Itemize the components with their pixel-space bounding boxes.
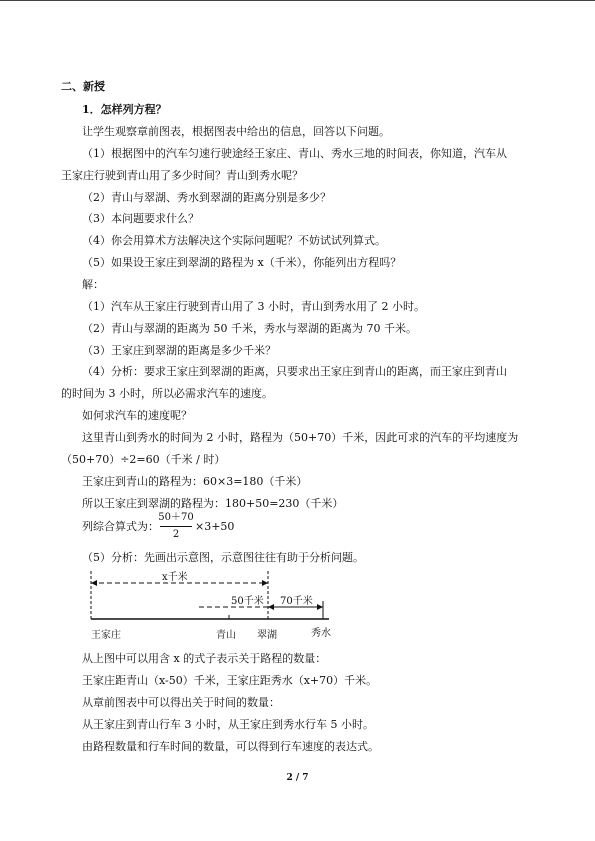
answer-4-line-1: （4）分析：要求王家庄到翠湖的距离，只要求出王家庄到青山的距离，而王家庄到青山 (82, 365, 507, 378)
speed-explanation-line-2: （50+70）÷2=60（千米 / 时） (61, 453, 226, 466)
solution-label: 解： (82, 278, 104, 291)
answer-1: （1）汽车从王家庄行驶到青山用了 3 小时，青山到秀水用了 2 小时。 (82, 300, 425, 313)
question-1-line-2: 王家庄行驶到青山用了多少时间？青山到秀水呢？ (61, 169, 303, 182)
paragraph-intro: 让学生观察章前图表，根据图表中给出的信息，回答以下问题。 (82, 125, 390, 138)
question-3: （3）本问题要求什么？ (82, 212, 199, 225)
section-heading: 二、新授 (61, 80, 105, 93)
speed-explanation-line-1: 这里青山到秀水的时间为 2 小时，路程为（50+70）千米，因此可求的汽车的平均速度为 (82, 431, 519, 444)
after-diagram-line-2: 王家庄距青山（x-50）千米，王家庄距秀水（x+70）千米。 (82, 674, 378, 687)
distance-line-1: 王家庄到青山的路程为：60×3=180（千米） (82, 475, 308, 488)
after-diagram-line-3: 从章前图表中可以得出关于时间的数量： (82, 696, 280, 709)
answer-5: （5）分析：先画出示意图，示意图往往有助于分析问题。 (82, 551, 364, 564)
place-cuihu: 翠湖 (257, 630, 277, 641)
speed-question: 如何求汽车的速度呢？ (82, 409, 192, 422)
x-km-label: x千米 (162, 572, 188, 583)
place-wangjiazhuang: 王家庄 (91, 630, 121, 641)
after-diagram-line-1: 从上图中可以用含 x 的式子表示关于路程的数量： (82, 652, 327, 665)
answer-4-line-2: 的时间为 3 小时，所以必需求汽车的速度。 (61, 387, 273, 400)
distance-line-2: 所以王家庄到翠湖的路程为：180+50=230（千米） (82, 497, 344, 510)
question-4: （4）你会用算术方法解决这个实际问题呢？不妨试试列算式。 (82, 234, 386, 247)
fraction-denominator: 2 (172, 529, 180, 540)
answer-2: （2）青山与翠湖的距离为 50 千米，秀水与翠湖的距离为 70 千米。 (82, 322, 417, 335)
page-number: 2 / 7 (286, 773, 309, 783)
fraction-bar (160, 526, 192, 527)
combined-formula-suffix: ×3+50 (195, 520, 235, 533)
top-rule (0, 0, 595, 1)
question-5: （5）如果设王家庄到翠湖的路程为 x（千米），你能列出方程吗？ (82, 256, 402, 269)
seventy-km-label: 70千米 (280, 596, 313, 607)
place-xiushui: 秀水 (311, 628, 331, 639)
fraction-numerator: 50＋70 (158, 512, 194, 523)
question-1-line-1: （1）根据图中的汽车匀速行驶途经王家庄、青山、秀水三地的时间表，你知道，汽车从 (82, 147, 507, 160)
subheading: 1．怎样列方程？ (82, 103, 167, 116)
answer-3: （3）王家庄到翠湖的距离是多少千米？ (82, 344, 276, 357)
combined-formula-prefix: 列综合算式为： (82, 520, 159, 533)
after-diagram-line-4: 从王家庄到青山行车 3 小时，从王家庄到秀水行车 5 小时。 (82, 718, 374, 731)
place-qingshan: 青山 (216, 630, 236, 641)
fifty-km-label: 50千米 (231, 596, 264, 607)
question-2: （2）青山与翠湖、秀水到翠湖的距离分别是多少？ (82, 191, 331, 204)
route-diagram (0, 566, 595, 646)
after-diagram-line-5: 由路程数量和行车时间的数量，可以得到行车速度的表达式。 (82, 740, 379, 753)
